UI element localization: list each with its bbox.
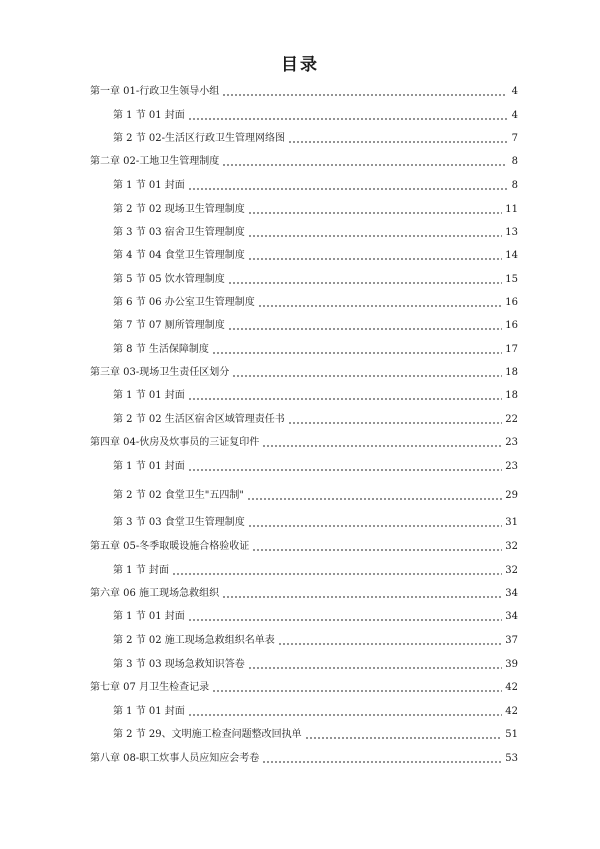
toc-entry-chapter[interactable] [90,365,518,381]
toc-title: 目录 [281,55,319,75]
dot-leader [222,596,502,598]
dot-leader [222,94,507,96]
toc-entry-page: 13 [505,227,518,238]
toc-entry-text: 第 2 节 02 生活区宿舍区域管理责任书 [113,414,285,425]
toc-entry-section[interactable] [90,108,518,124]
toc-entry-section[interactable] [90,295,518,311]
toc-entry-text: 第 1 节 01 封面 [113,461,185,472]
toc-entry-section[interactable] [90,488,518,504]
toc-entry-page: 8 [511,180,518,191]
toc-entry-page: 39 [505,659,518,670]
toc-entry-text: 第 1 节 封面 [113,565,169,576]
toc-entry-section[interactable] [90,272,518,288]
toc-entry-page: 34 [505,588,518,599]
dot-leader [228,282,502,284]
toc-entry-text: 第三章 03-现场卫生责任区划分 [90,367,230,378]
toc-entry-section[interactable] [90,704,518,720]
toc-entry-page: 51 [505,729,518,740]
dot-leader [248,667,502,669]
toc-entry-page: 29 [505,490,518,501]
toc-entry-chapter[interactable] [90,154,518,170]
toc-entry-section[interactable] [90,459,518,475]
dot-leader [288,141,507,143]
toc-entry-text: 第 7 节 07 厕所管理制度 [113,320,225,331]
toc-entry-text: 第 8 节 生活保障制度 [113,344,209,355]
toc-entry-text: 第 1 节 01 封面 [113,611,185,622]
dot-leader [262,761,502,763]
toc-entry-text: 第 2 节 02-生活区行政卫生管理网络图 [113,133,286,144]
toc-entry-text: 第 4 节 04 食堂卫生管理制度 [113,250,245,261]
dot-leader [188,188,507,190]
toc-entry-page: 16 [505,320,518,331]
toc-entry-text: 第五章 05-冬季取暖设施合格验收证 [90,541,250,552]
toc-entry-text: 第 5 节 05 饮水管理制度 [113,274,225,285]
toc-entry-text: 第七章 07 月卫生检查记录 [90,682,210,693]
dot-leader [248,235,502,237]
toc-entry-page: 15 [505,274,518,285]
toc-entry-page: 37 [505,635,518,646]
dot-leader [252,549,502,551]
toc-entry-text: 第 2 节 02 食堂卫生"五四制" [113,490,245,501]
toc-entry-text: 第 6 节 06 办公室卫生管理制度 [113,297,255,308]
toc-entry-text: 第二章 02-工地卫生管理制度 [90,156,220,167]
dot-leader [212,352,502,354]
toc-entry-page: 4 [511,110,518,121]
toc-entry-section[interactable] [90,515,518,531]
dot-leader [248,212,502,214]
toc-entry-chapter[interactable] [90,435,518,451]
toc-entry-page: 31 [505,517,518,528]
toc-entry-section[interactable] [90,131,518,147]
dot-leader [262,445,502,447]
toc-entry-page: 53 [505,753,518,764]
toc-entry-page: 11 [505,204,518,215]
dot-leader [188,714,502,716]
toc-entry-page: 4 [511,86,518,97]
toc-entry-chapter[interactable] [90,680,518,696]
dot-leader [288,422,502,424]
toc-entry-page: 16 [505,297,518,308]
dot-leader [247,498,502,500]
toc-entry-page: 8 [511,156,518,167]
dot-leader [228,328,502,330]
toc-entry-page: 18 [505,367,518,378]
dot-leader [305,737,503,739]
toc-entry-chapter[interactable] [90,84,518,100]
dot-leader [278,643,502,645]
toc-entry-section[interactable] [90,342,518,358]
dot-leader [222,164,507,166]
toc-entry-page: 42 [505,706,518,717]
toc-entry-section[interactable] [90,318,518,334]
toc-entry-text: 第 1 节 01 封面 [113,110,185,121]
toc-entry-section[interactable] [90,609,518,625]
dot-leader [248,525,502,527]
dot-leader [188,398,502,400]
toc-entry-chapter[interactable] [90,586,518,602]
toc-entry-section[interactable] [90,178,518,194]
toc-entry-text: 第八章 08-职工炊事人员应知应会考卷 [90,753,260,764]
dot-leader [212,690,502,692]
toc-entry-text: 第四章 04-伙房及炊事员的三证复印件 [90,437,260,448]
toc-entry-section[interactable] [90,412,518,428]
toc-entry-page: 7 [511,133,518,144]
toc-entry-section[interactable] [90,727,518,743]
toc-entry-text: 第六章 06 施工现场急救组织 [90,588,220,599]
dot-leader [258,305,502,307]
toc-entry-text: 第 2 节 02 现场卫生管理制度 [113,204,245,215]
toc-entry-page: 42 [505,682,518,693]
toc-entry-section[interactable] [90,248,518,264]
toc-entry-text: 第 1 节 01 封面 [113,706,185,717]
toc-entry-text: 第 3 节 03 宿舍卫生管理制度 [113,227,245,238]
toc-entry-page: 32 [505,565,518,576]
toc-entry-section[interactable] [90,202,518,218]
toc-entry-chapter[interactable] [90,539,518,555]
toc-entry-page: 23 [505,437,518,448]
dot-leader [248,258,502,260]
toc-entry-section[interactable] [90,657,518,673]
dot-leader [188,619,502,621]
toc-entry-text: 第一章 01-行政卫生领导小组 [90,86,220,97]
toc-entry-chapter[interactable] [90,751,518,767]
dot-leader [188,118,507,120]
toc-entry-section[interactable] [90,388,518,404]
toc-entry-section[interactable] [90,563,518,579]
toc-entry-page: 34 [505,611,518,622]
toc-entry-page: 23 [505,461,518,472]
dot-leader [172,573,502,575]
toc-entry-text: 第 1 节 01 封面 [113,390,185,401]
toc-entry-text: 第 1 节 01 封面 [113,180,185,191]
toc-entry-text: 第 3 节 03 食堂卫生管理制度 [113,517,245,528]
toc-entry-text: 第 3 节 03 现场急救知识答卷 [113,659,245,670]
toc-entry-section[interactable] [90,225,518,241]
toc-entry-page: 22 [505,414,518,425]
toc-entry-page: 17 [505,344,518,355]
toc-entry-page: 18 [505,390,518,401]
toc-entry-page: 32 [505,541,518,552]
toc-entry-page: 14 [505,250,518,261]
toc-entry-section[interactable] [90,633,518,649]
toc-entry-text: 第 2 节 02 施工现场急救组织名单表 [113,635,275,646]
dot-leader [188,469,502,471]
toc-entry-text: 第 2 节 29、文明施工检查问题整改回执单 [113,729,302,740]
dot-leader [232,375,502,377]
